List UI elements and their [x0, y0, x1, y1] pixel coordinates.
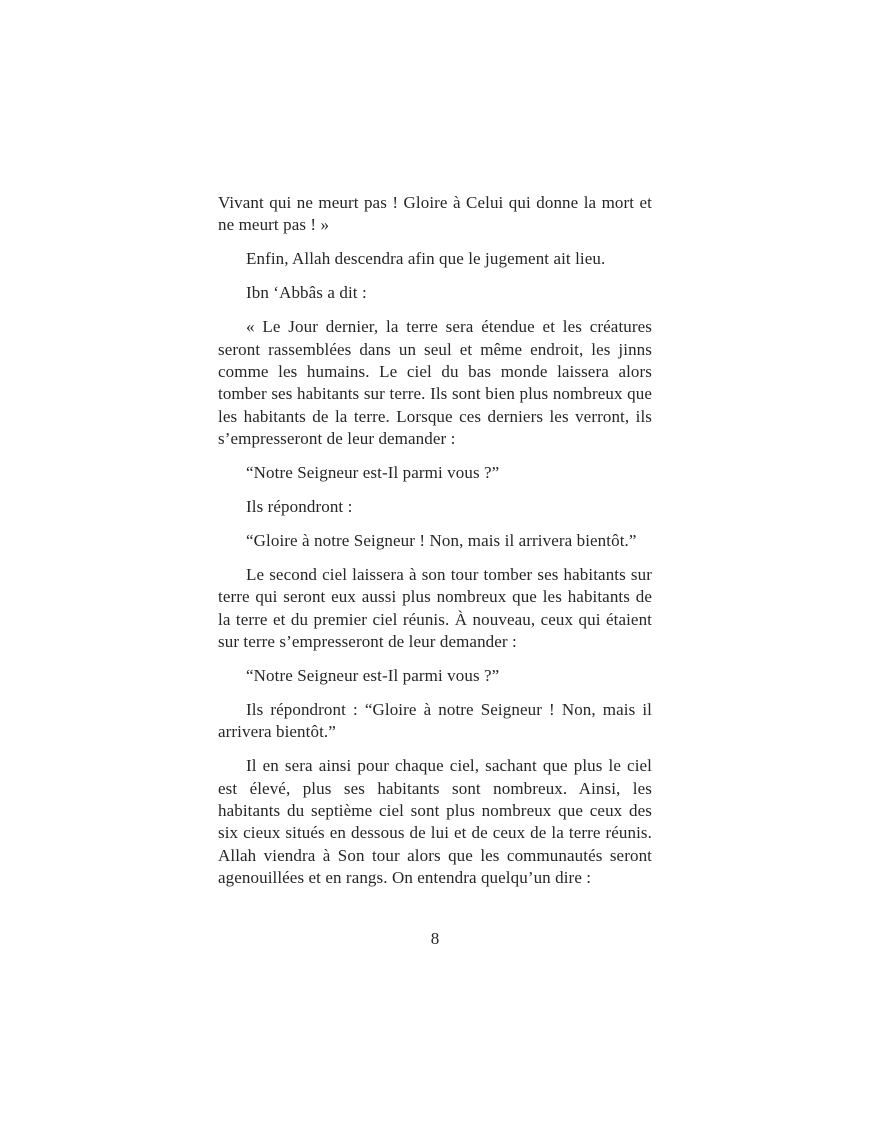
paragraph: “Gloire à notre Seigneur ! Non, mais il arrivera bientôt.”: [246, 530, 637, 550]
paragraph: Vivant qui ne meurt pas ! Gloire à Celui qui donne la mort et ne meurt pas ! »: [218, 193, 652, 235]
page-number: 8: [430, 929, 440, 948]
paragraph: Ibn ‘Abbâs a dit :: [246, 283, 367, 303]
text-block: [218, 192, 652, 890]
paragraph: Ils répondront : “Gloire à notre Seigneur ! Non, mais il arrivera bientôt.”: [218, 699, 652, 742]
paragraph: Enfin, Allah descendra afin que le jugement ait lieu.: [246, 249, 606, 269]
paragraph: “Notre Seigneur est-Il parmi vous ?”: [246, 463, 500, 483]
paragraph: “Notre Seigneur est-Il parmi vous ?”: [246, 665, 500, 685]
paragraph: Il en sera ainsi pour chaque ciel, sachant que plus le ciel est élevé, plus ses habitants sont nombreux. Ainsi, les habitants du septième ciel sont plus nombreux que ceux des six cieux situés en dessous de lui et de ceux de la terre réunis. Allah viendra à Son tour alors que les communautés seront agenouillées et en rangs. On entendra quelqu’un dire :: [218, 756, 652, 888]
paragraph: Ils répondront :: [246, 496, 353, 516]
paragraph: « Le Jour dernier, la terre sera étendue et les créatures seront rassemblées dans un seul et même endroit, les jinns comme les humains. Le ciel du bas monde laissera alors tomber ses habitants sur terre. Ils sont bien plus nombreux que les habitants de la terre. Lorsque ces derniers les verront, ils s’empresseront de leur demander :: [218, 317, 652, 449]
paragraph: Le second ciel laissera à son tour tomber ses habitants sur terre qui seront eux aussi plus nombreux que les habitants de la terre et du premier ciel réunis. À nouveau, ceux qui étaient sur terre s’empresseront de leur demander :: [218, 564, 652, 651]
